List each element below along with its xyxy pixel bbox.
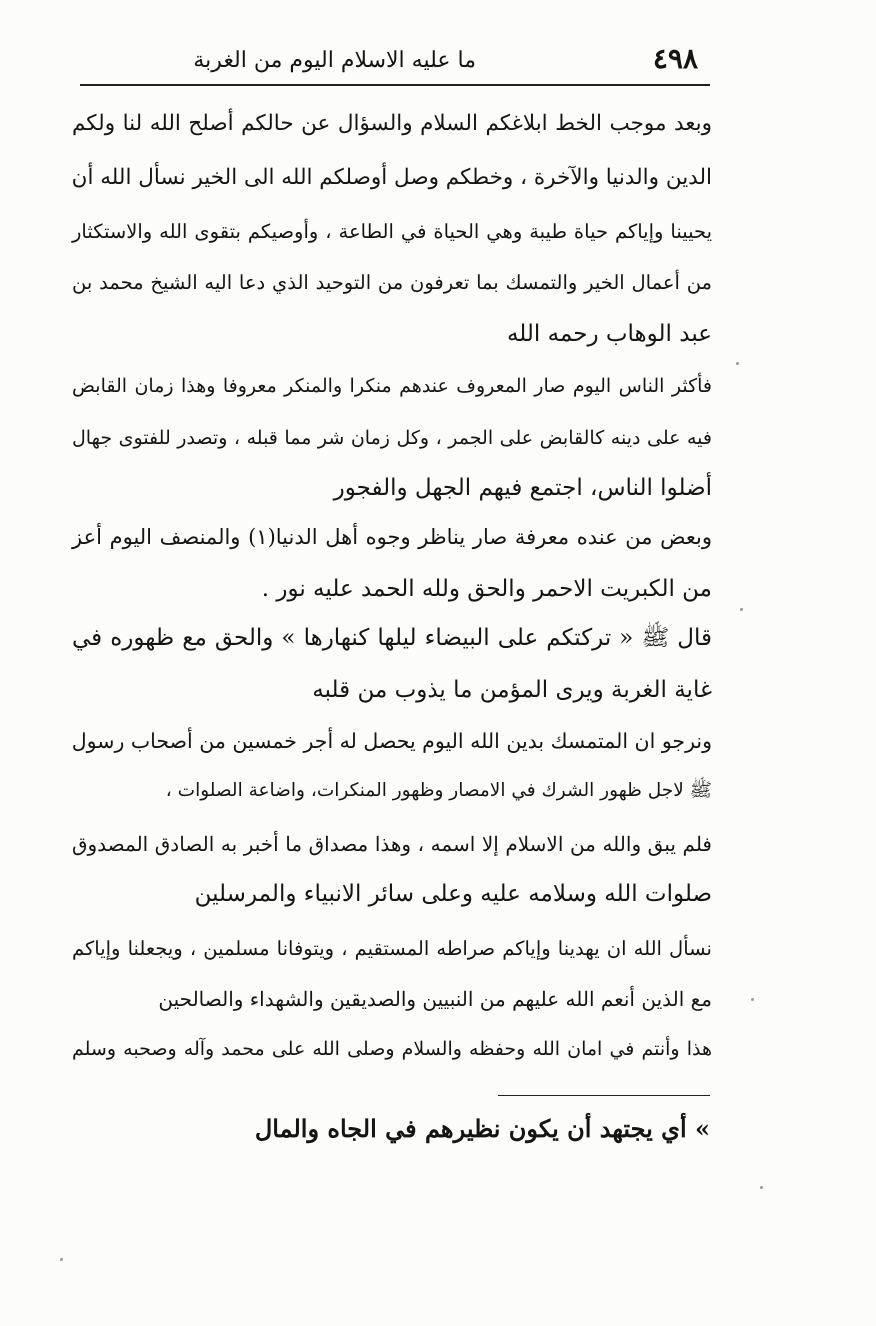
scan-speck [736,362,739,365]
body-line: يحيينا وإياكم حياة طيبة وهي الحياة في الطاعة ، وأوصيكم بتقوى الله والاستكثار [72,220,712,243]
body-line: صلوات الله وسلامه عليه وعلى سائر الانبياء والمرسلين [194,881,712,907]
body-line: فلم يبق والله من الاسلام إلا اسمه ، وهذا مصداق ما أخبر به الصادق المصدوق [72,832,712,856]
body-line: أضلوا الناس، اجتمع فيهم الجهل والفجور [333,475,712,501]
body-line: غاية الغربة ويرى المؤمن ما يذوب من قلبه [312,677,712,703]
body-line: عبد الوهاب رحمه الله [506,321,712,347]
body-line: نسأل الله ان يهدينا وإياكم صراطه المستقيم ، ويتوفانا مسلمين ، ويجعلنا وإياكم [72,937,712,960]
page-number: ٤٩٨ [652,42,698,75]
footnote-rule [498,1095,710,1096]
body-line: قال ﷺ « تركتكم على البيضاء ليلها كنهارها » والحق مع ظهوره في [72,625,712,651]
body-line: فيه على دينه كالقابض على الجمر ، وكل زمان شر مما قبله ، وتصدر للفتوى جهال [72,427,712,449]
body-line: وبعض من عنده معرفة صار يناظر وجوه أهل الدنيا(١) والمنصف اليوم أعز [72,525,712,549]
header-rule [80,84,710,86]
body-line: وبعد موجب الخط ابلاغكم السلام والسؤال عن حالكم أصلح الله لنا ولكم [72,111,712,136]
running-title: ما عليه الاسلام اليوم من الغربة [193,48,476,73]
body-line: ﷺ لاجل ظهور الشرك في الامصار وظهور المنكرات، واضاعة الصلوات ، [165,780,712,801]
scan-speck [760,1186,763,1189]
scan-speck [60,1258,63,1261]
body-line: هذا وأنتم في امان الله وحفظه والسلام وصلى الله على محمد وآله وصحبه وسلم [72,1038,712,1060]
scan-speck [751,998,754,1001]
scan-speck [740,608,743,611]
footnote: » أي يجتهد أن يكون نظيرهم في الجاه والمال [254,1114,710,1143]
body-line: الدين والدنيا والآخرة ، وخطكم وصل أوصلكم الله الى الخير نسأل الله أن [71,165,712,190]
body-line: مع الذين أنعم الله عليهم من النبيين والصديقين والشهداء والصالحين [158,987,712,1011]
body-line: ونرجو ان المتمسك بدين الله اليوم يحصل له أجر خمسين من أصحاب رسول [71,729,712,753]
page-header [78,38,706,82]
body-line: من الكبريت الاحمر والحق ولله الحمد عليه نور . [261,576,712,602]
body-line: من أعمال الخير والتمسك بما تعرفون من التوحيد الذي دعا اليه الشيخ محمد بن [72,271,712,294]
body-line: فأكثر الناس اليوم صار المعروف عندهم منكرا والمنكر معروفا وهذا زمان القابض [72,375,712,397]
